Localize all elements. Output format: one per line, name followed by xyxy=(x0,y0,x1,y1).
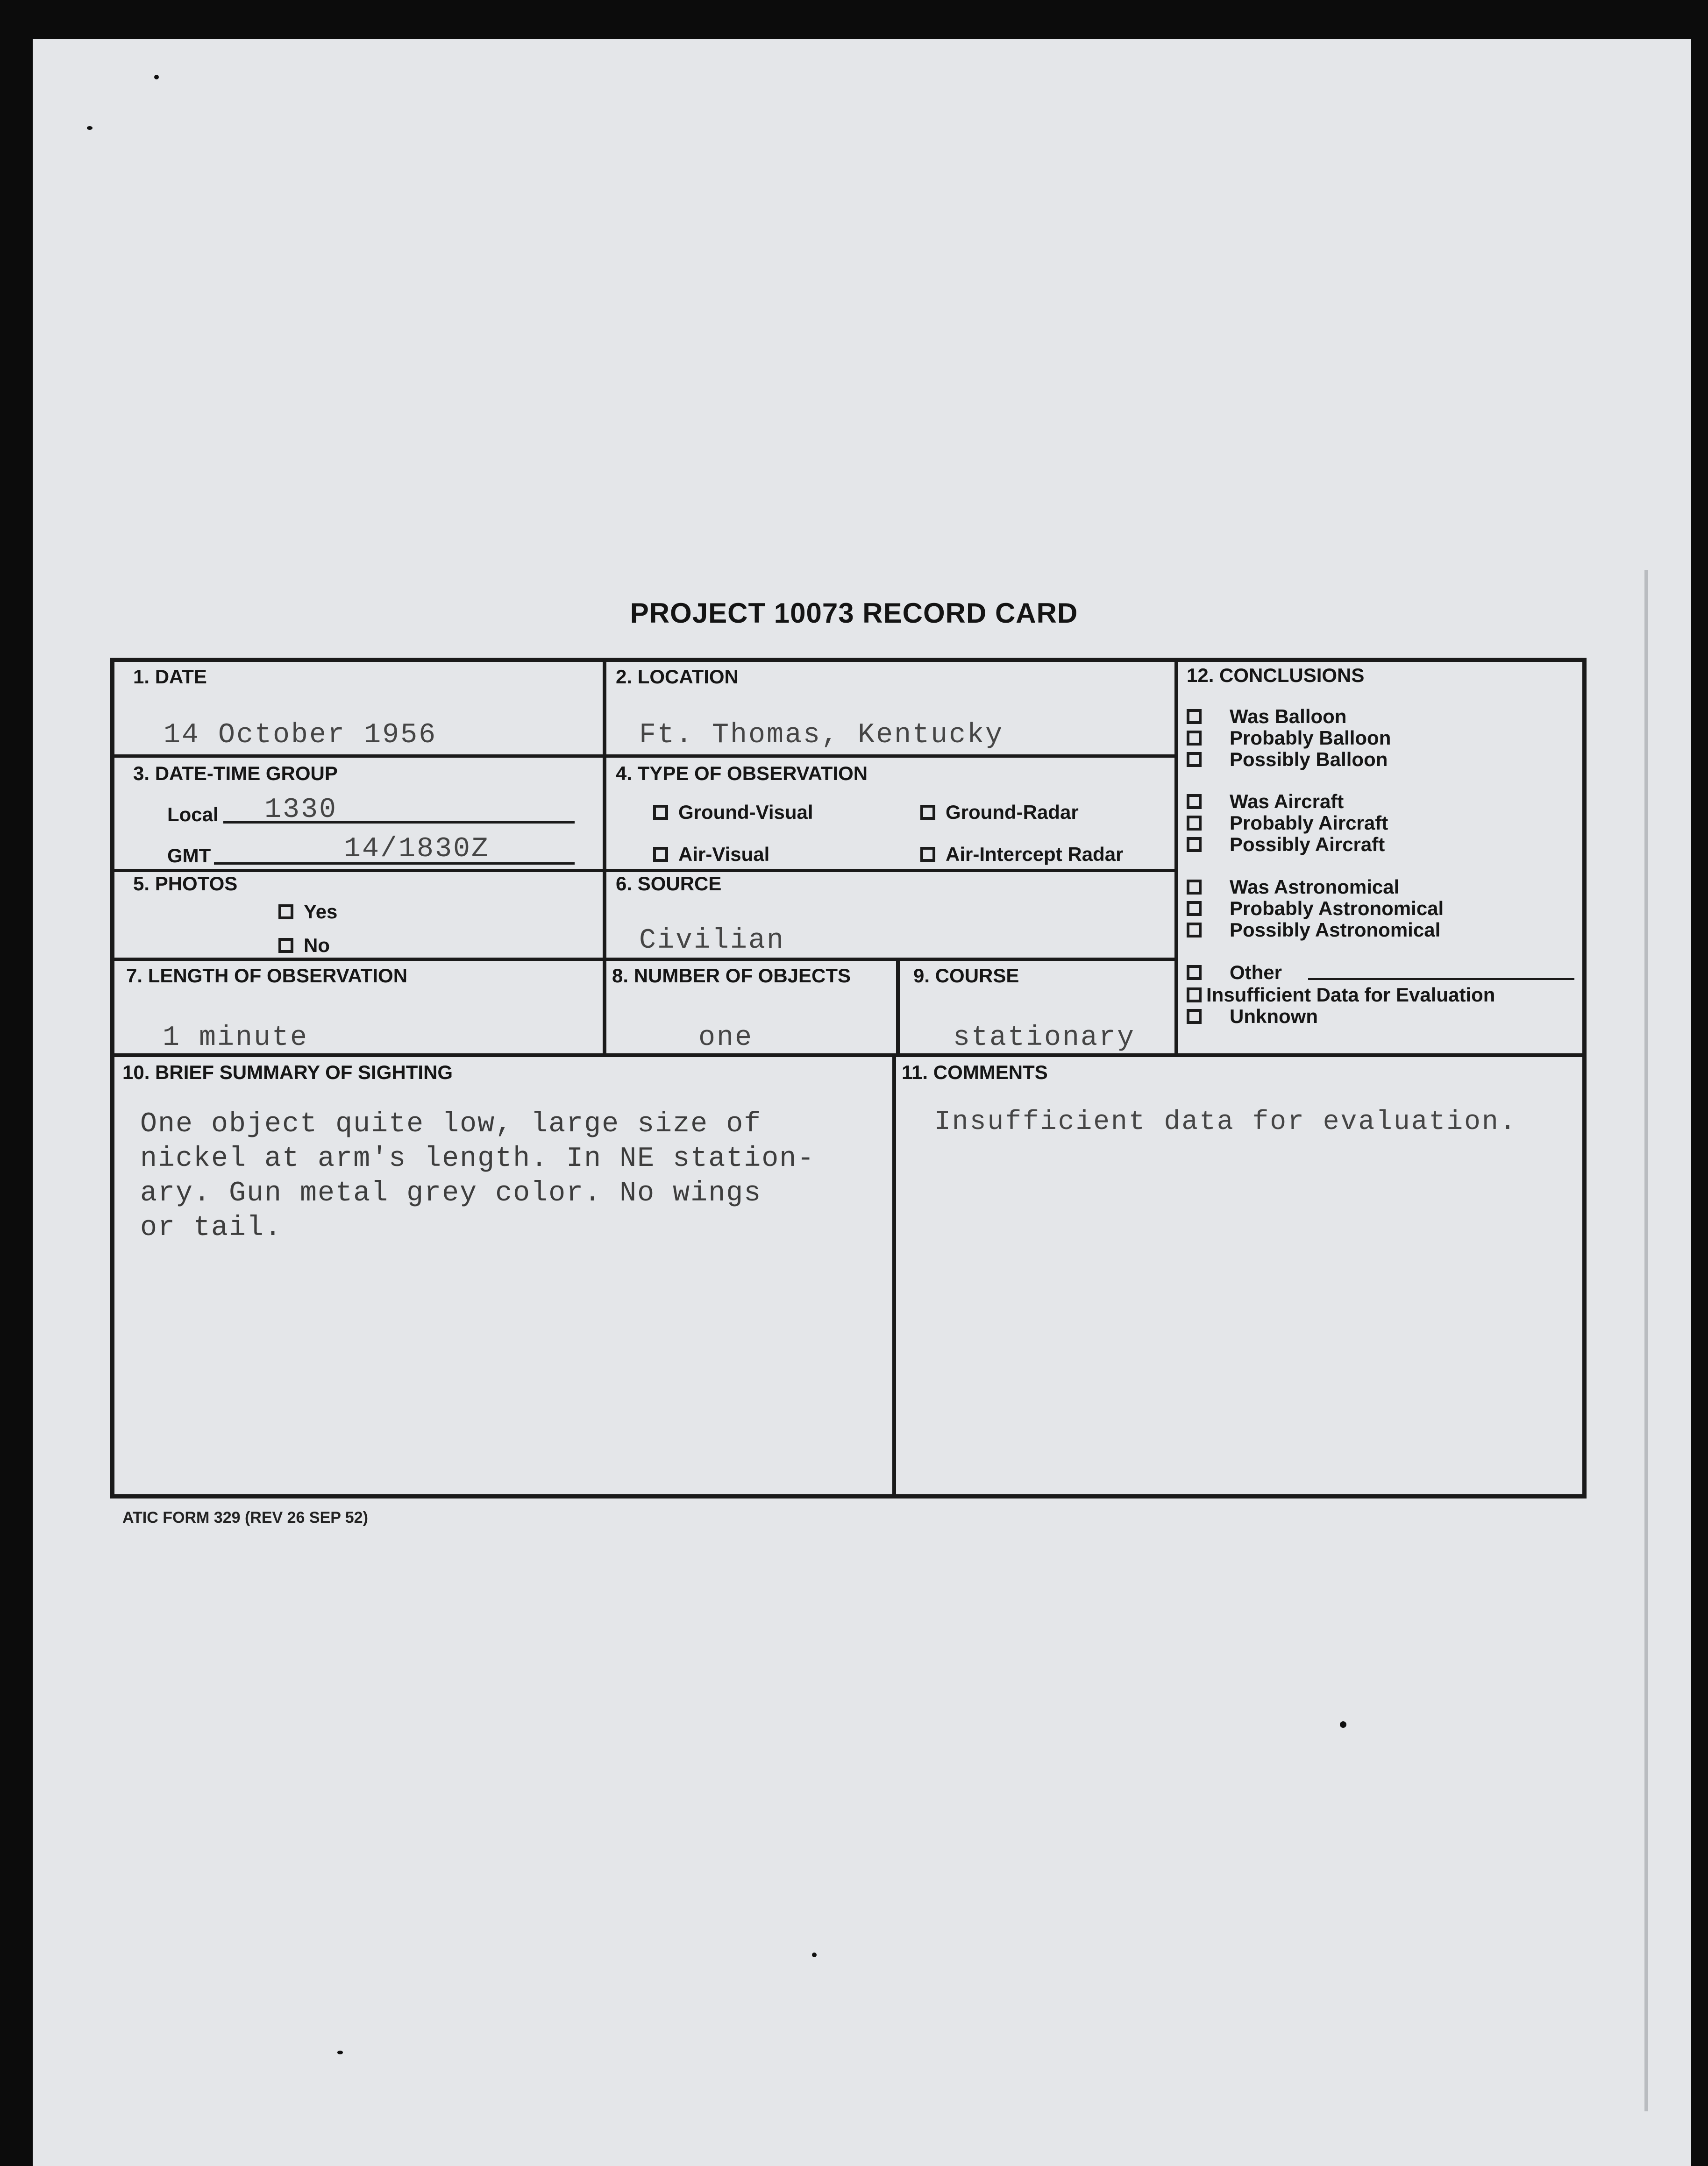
conclusion-other xyxy=(1187,961,1282,984)
conclusion-label: Was Aircraft xyxy=(1230,790,1344,812)
conclusion-was-aircraft xyxy=(1187,790,1344,813)
local-value: 1330 xyxy=(264,794,338,826)
conclusion-label: Unknown xyxy=(1230,1005,1318,1027)
checkbox-icon xyxy=(1187,816,1202,831)
checkbox-icon xyxy=(1187,923,1202,937)
conclusion-unknown xyxy=(1187,1005,1318,1028)
objects-label: 8. NUMBER OF OBJECTS xyxy=(612,965,851,987)
conclusion-label: Was Astronomical xyxy=(1230,876,1400,898)
checkbox-icon xyxy=(1187,752,1202,767)
checkbox-icon xyxy=(1187,987,1202,1002)
location-label: 2. LOCATION xyxy=(616,666,739,688)
speck xyxy=(337,2051,343,2054)
comments-label: 11. COMMENTS xyxy=(902,1061,1048,1083)
row-divider-2 xyxy=(110,869,1177,872)
option-ground-visual xyxy=(653,801,813,824)
length-value: 1 minute xyxy=(163,1022,309,1054)
summary-label: 10. BRIEF SUMMARY OF SIGHTING xyxy=(122,1061,453,1083)
conclusion-probably-balloon xyxy=(1187,727,1391,749)
conclusion-label: Probably Balloon xyxy=(1230,727,1391,749)
photos-label: 5. PHOTOS xyxy=(133,873,238,895)
col-divider-1 xyxy=(603,658,606,1055)
conclusion-probably-aircraft xyxy=(1187,812,1388,834)
checkbox-icon xyxy=(1187,901,1202,916)
conclusion-insufficient-data xyxy=(1187,984,1495,1006)
speck xyxy=(154,75,159,79)
checkbox-icon xyxy=(1187,794,1202,809)
conclusion-possibly-aircraft xyxy=(1187,833,1385,856)
checkbox-icon xyxy=(1187,880,1202,895)
checkbox-icon xyxy=(920,847,935,862)
form-footer: ATIC FORM 329 (REV 26 SEP 52) xyxy=(122,1509,368,1527)
speck xyxy=(1340,1721,1346,1728)
gmt-value: 14/1830Z xyxy=(344,833,490,865)
option-label: Ground-Visual xyxy=(678,801,813,823)
date-value: 14 October 1956 xyxy=(164,719,437,751)
option-label: Air-Visual xyxy=(678,843,770,865)
col-divider-3 xyxy=(892,1055,896,1498)
checkbox-icon xyxy=(278,938,293,953)
comments-value: Insufficient data for evaluation. xyxy=(934,1107,1517,1137)
option-photos-yes xyxy=(278,901,337,923)
speck xyxy=(812,1953,817,1957)
checkbox-icon xyxy=(1187,731,1202,746)
other-underline xyxy=(1308,978,1574,980)
conclusion-possibly-balloon xyxy=(1187,748,1388,771)
checkbox-icon xyxy=(653,847,668,862)
conclusion-label: Other xyxy=(1230,961,1282,983)
observation-type-label: 4. TYPE OF OBSERVATION xyxy=(616,762,868,784)
conclusion-label: Possibly Aircraft xyxy=(1230,833,1385,855)
conclusion-was-astronomical xyxy=(1187,876,1399,898)
course-label: 9. COURSE xyxy=(913,965,1019,987)
col-divider-2 xyxy=(896,959,900,1055)
option-air-visual xyxy=(653,843,769,866)
checkbox-icon xyxy=(1187,709,1202,724)
location-value: Ft. Thomas, Kentucky xyxy=(639,719,1004,751)
checkbox-icon xyxy=(653,805,668,820)
option-label: Ground-Radar xyxy=(946,801,1079,823)
conclusion-label: Was Balloon xyxy=(1230,705,1347,727)
option-air-intercept-radar xyxy=(920,843,1123,866)
summary-text xyxy=(140,1107,815,1245)
checkbox-icon xyxy=(278,904,293,919)
source-label: 6. SOURCE xyxy=(616,873,722,895)
source-value: Civilian xyxy=(639,925,785,957)
conclusion-label: Insufficient Data for Evaluation xyxy=(1206,984,1495,1006)
row-divider-3 xyxy=(110,958,1177,961)
objects-value: one xyxy=(698,1022,754,1054)
conclusion-label: Possibly Balloon xyxy=(1230,748,1388,770)
length-label: 7. LENGTH OF OBSERVATION xyxy=(126,965,408,987)
option-label: No xyxy=(304,934,330,956)
checkbox-icon xyxy=(1187,965,1202,980)
checkbox-icon xyxy=(920,805,935,820)
row-divider-1 xyxy=(110,754,1177,758)
option-ground-radar xyxy=(920,801,1079,824)
option-label: Yes xyxy=(304,901,338,923)
paper-shadow xyxy=(1644,570,1648,2111)
conclusion-label: Probably Aircraft xyxy=(1230,812,1388,834)
conclusions-divider xyxy=(1174,658,1178,1055)
summary-line: or tail. xyxy=(140,1212,283,1244)
card-title: PROJECT 10073 RECORD CARD xyxy=(630,597,1078,629)
conclusion-was-balloon xyxy=(1187,705,1346,728)
checkbox-icon xyxy=(1187,1009,1202,1024)
gmt-label: GMT xyxy=(167,845,211,866)
conclusion-label: Possibly Astronomical xyxy=(1230,919,1441,941)
datetime-label: 3. DATE-TIME GROUP xyxy=(133,762,338,784)
row-divider-4 xyxy=(110,1053,1587,1057)
summary-line: One object quite low, large size of xyxy=(140,1108,762,1140)
checkbox-icon xyxy=(1187,837,1202,852)
option-photos-no xyxy=(278,934,330,957)
conclusion-label: Probably Astronomical xyxy=(1230,897,1444,919)
local-label: Local xyxy=(167,803,219,825)
course-value: stationary xyxy=(953,1022,1136,1054)
option-label: Air-Intercept Radar xyxy=(946,843,1124,865)
summary-line: ary. Gun metal grey color. No wings xyxy=(140,1178,762,1209)
conclusions-label: 12. CONCLUSIONS xyxy=(1187,664,1365,686)
summary-line: nickel at arm's length. In NE station- xyxy=(140,1143,815,1175)
conclusion-probably-astronomical xyxy=(1187,897,1444,920)
speck xyxy=(87,126,93,130)
date-label: 1. DATE xyxy=(133,666,207,688)
conclusion-possibly-astronomical xyxy=(1187,919,1440,941)
